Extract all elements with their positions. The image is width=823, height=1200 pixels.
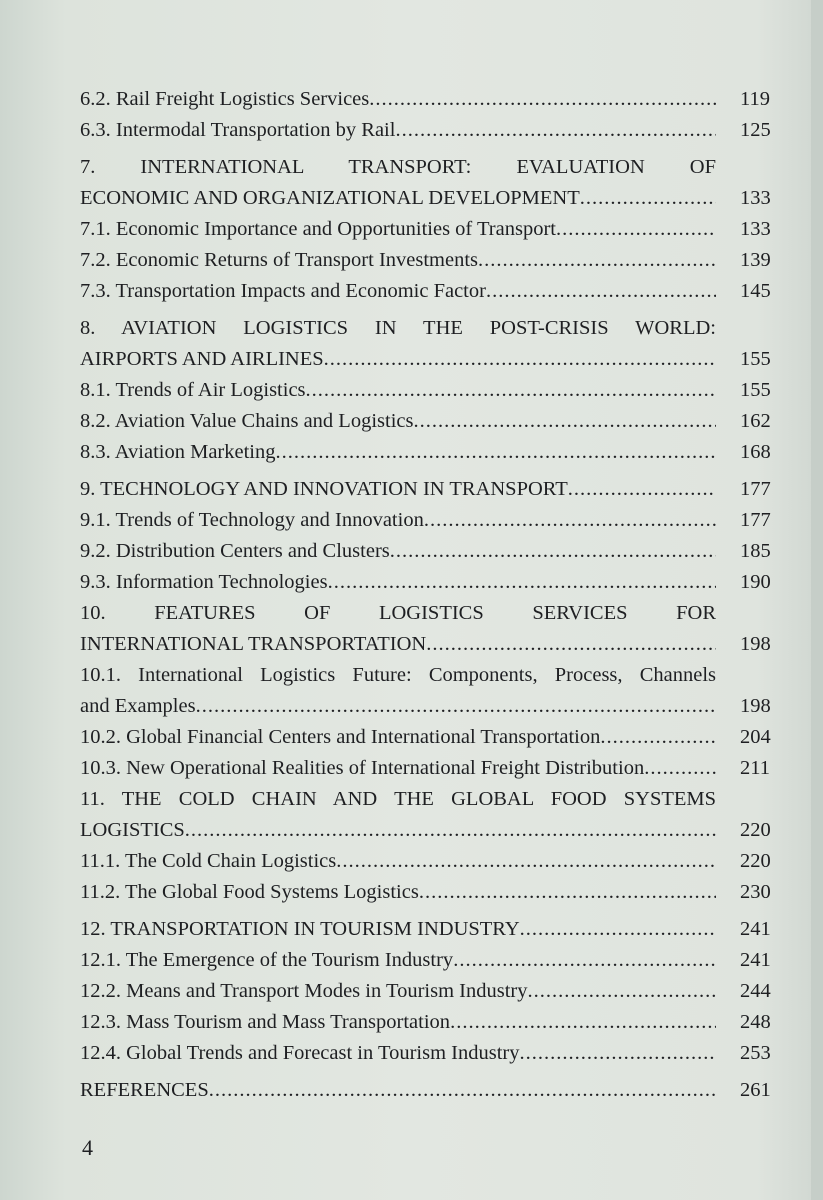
toc-entry-title-group [80,214,716,245]
toc-entry-title: LOGISTICS [80,819,185,841]
toc-entry-title: 12. TRANSPORTATION IN TOURISM INDUSTRY [80,918,520,940]
chapter-heading-line [80,313,716,344]
toc-entry-title-group [80,1038,716,1069]
toc-page-number: 133 [740,218,771,240]
heading-word: LOGISTICS [378,602,484,624]
toc-entry-title: 12.2. Means and Transport Modes in Tourism Industry [80,980,528,1002]
toc-entry-title-group [80,1007,716,1038]
toc-entry-title: and Examples [80,695,196,717]
toc-entry-title: 8.3. Aviation Marketing [80,441,276,463]
toc-page-number: 253 [740,1042,771,1064]
toc-entry[interactable] [80,877,792,908]
toc-entry[interactable] [80,344,792,375]
toc-entry-title: 10.3. New Operational Realities of International Freight Distribution [80,757,645,779]
toc-page-number: 162 [740,410,771,432]
toc-entry[interactable] [80,276,792,307]
heading-word: 10.1. [80,664,121,686]
toc-entry-title-group [80,344,716,375]
toc-entry[interactable] [80,115,792,146]
dot-leader [580,183,716,214]
toc-page-number: 119 [740,88,770,110]
page-number: 4 [82,1135,93,1160]
heading-word: WORLD: [635,317,716,339]
heading-word: LOGISTICS [243,317,349,339]
page-edge [811,0,823,1200]
dot-leader [486,276,716,307]
toc-entry[interactable] [80,84,792,115]
toc-page-number: 211 [740,757,770,779]
toc-page-number: 230 [740,881,771,903]
dot-leader [336,846,716,877]
dot-leader [644,753,716,784]
toc-entry[interactable] [80,1075,792,1106]
toc-page-number: 198 [740,633,771,655]
toc-entry[interactable] [80,183,792,214]
chapter-heading-line [80,598,716,629]
chapter-heading-line [80,152,716,183]
toc-page-number: 177 [740,478,771,500]
toc-page-number: 168 [740,441,771,463]
heading-word: IN [374,317,397,339]
toc-entry-title: 9.1. Trends of Technology and Innovation [80,509,424,531]
toc-entry-title-group [80,815,716,846]
toc-entry[interactable] [80,691,792,722]
heading-word: THE [423,317,463,339]
toc-entry[interactable] [80,567,792,598]
dot-leader [568,474,716,505]
toc-entry-title-group [80,84,716,115]
toc-entry-title-group [80,183,716,214]
heading-word: Components, [428,664,538,686]
heading-word: POST-CRISIS [489,317,609,339]
toc-page-number: 125 [740,119,771,141]
dot-leader [520,1038,717,1069]
toc-entry-title: 12.1. The Emergence of the Tourism Industry [80,949,454,971]
toc-entry[interactable] [80,1038,792,1069]
toc-entry-title: 7.1. Economic Importance and Opportunities of Transport [80,218,556,240]
toc-entry[interactable] [80,815,792,846]
dot-leader [328,567,716,598]
toc-page-number: 185 [740,540,771,562]
toc-entry[interactable] [80,536,792,567]
toc-entry-title-group [80,753,716,784]
dot-leader [527,976,716,1007]
toc-entry-title-group [80,914,716,945]
toc-entry-title: 6.2. Rail Freight Logistics Services [80,88,370,110]
heading-word: Channels [639,664,716,686]
toc-page-number: 220 [740,850,771,872]
toc-entry-title: 8.2. Aviation Value Chains and Logistics [80,410,414,432]
toc-entry-title: INTERNATIONAL TRANSPORTATION [80,633,427,655]
toc-entry[interactable] [80,245,792,276]
toc-page-number: 139 [740,249,771,271]
dot-leader [520,914,716,945]
toc-page-number: 220 [740,819,771,841]
toc-entry[interactable] [80,214,792,245]
toc-page-number: 248 [740,1011,771,1033]
toc-entry-title-group [80,375,716,406]
toc-entry-title-group [80,536,716,567]
heading-word: AND [332,788,378,810]
heading-word: THE [394,788,434,810]
heading-word: COLD [178,788,235,810]
dot-leader [453,945,716,976]
dot-leader [196,691,716,722]
toc-entry-title-group [80,629,716,660]
toc-entry-title: REFERENCES [80,1079,209,1101]
toc-entry-title-group [80,474,716,505]
toc-entry-title-group [80,406,716,437]
heading-word: 10. [80,602,106,624]
toc-entry[interactable] [80,846,792,877]
heading-word: Process, [554,664,623,686]
toc-page-number: 244 [740,980,771,1002]
heading-word: Future: [352,664,412,686]
toc-entry[interactable] [80,976,792,1007]
toc-entry-title: 12.4. Global Trends and Forecast in Tourism Industry [80,1042,520,1064]
heading-word: EVALUATION [516,156,645,178]
chapter-heading-line [80,784,716,815]
toc-entry-title-group [80,877,716,908]
heading-word: FOOD [550,788,607,810]
toc-entry[interactable] [80,1007,792,1038]
toc-entry-title-group [80,1075,716,1106]
dot-leader [419,877,716,908]
heading-word: 7. [80,156,96,178]
dot-leader [395,115,716,146]
toc-entry-title-group [80,567,716,598]
toc-entry-title: 10.2. Global Financial Centers and International Transportation [80,726,601,748]
dot-leader [600,722,716,753]
dot-leader [324,344,716,375]
toc-entry-title-group [80,846,716,877]
toc-page-number: 204 [740,726,771,748]
toc-page-number: 261 [740,1079,771,1101]
dot-leader [275,437,716,468]
dot-leader [426,629,716,660]
toc-entry-title: 8.1. Trends of Air Logistics [80,379,306,401]
toc-entry-title: 11.1. The Cold Chain Logistics [80,850,337,872]
chapter-heading-line [80,660,716,691]
toc-entry-title-group [80,722,716,753]
toc-entry-title: ECONOMIC AND ORGANIZATIONAL DEVELOPMENT [80,187,580,209]
toc-entry-title-group [80,691,716,722]
dot-leader [390,536,716,567]
table-of-contents [80,84,792,1106]
toc-entry-title: 7.2. Economic Returns of Transport Investments [80,249,479,271]
toc-entry[interactable] [80,406,792,437]
heading-word: AVIATION [121,317,217,339]
heading-word: OF [304,602,331,624]
toc-page-number: 145 [740,280,771,302]
toc-entry-title: 12.3. Mass Tourism and Mass Transportation [80,1011,451,1033]
heading-word: FOR [676,602,716,624]
toc-page-number: 241 [740,918,771,940]
heading-word: 11. [80,788,105,810]
toc-entry[interactable] [80,722,792,753]
dot-leader [424,505,716,536]
toc-page-number: 155 [740,348,771,370]
heading-word: SYSTEMS [623,788,717,810]
heading-word: 8. [80,317,96,339]
heading-word: International [138,664,243,686]
toc-page-number: 133 [740,187,771,209]
toc-entry-title-group [80,505,716,536]
toc-entry-title: 11.2. The Global Food Systems Logistics [80,881,419,903]
dot-leader [413,406,716,437]
heading-word: TRANSPORT: [348,156,472,178]
dot-leader [478,245,716,276]
toc-entry-title: 9. TECHNOLOGY AND INNOVATION IN TRANSPORT [80,478,568,500]
heading-word: THE [121,788,162,810]
toc-entry[interactable] [80,505,792,536]
toc-entry-title-group [80,276,716,307]
toc-entry-title: 9.2. Distribution Centers and Clusters [80,540,390,562]
toc-page-number: 198 [740,695,771,717]
heading-word: SERVICES [532,602,628,624]
heading-word: CHAIN [251,788,317,810]
toc-page-number: 241 [740,949,771,971]
dot-leader [209,1075,716,1106]
dot-leader [185,815,716,846]
toc-entry[interactable] [80,375,792,406]
toc-entry-title-group [80,976,716,1007]
toc-page-number: 190 [740,571,771,593]
toc-entry[interactable] [80,474,792,505]
toc-entry-title-group [80,945,716,976]
toc-entry-title-group [80,245,716,276]
heading-word: INTERNATIONAL [140,156,304,178]
dot-leader [369,84,716,115]
toc-entry-title: AIRPORTS AND AIRLINES [80,348,324,370]
toc-entry[interactable] [80,629,792,660]
toc-entry[interactable] [80,945,792,976]
heading-word: GLOBAL [451,788,534,810]
toc-entry-title: 6.3. Intermodal Transportation by Rail [80,119,396,141]
heading-word: OF [689,156,717,178]
toc-page-number: 155 [740,379,771,401]
toc-entry[interactable] [80,914,792,945]
toc-entry[interactable] [80,753,792,784]
heading-word: FEATURES [154,602,256,624]
dot-leader [450,1007,716,1038]
toc-entry[interactable] [80,437,792,468]
toc-page-number: 177 [740,509,771,531]
toc-entry-title: 7.3. Transportation Impacts and Economic Factor [80,280,486,302]
heading-word: Logistics [260,664,336,686]
dot-leader [556,214,716,245]
dot-leader [306,375,716,406]
toc-entry-title-group [80,115,716,146]
toc-entry-title-group [80,437,716,468]
toc-entry-title: 9.3. Information Technologies [80,571,328,593]
